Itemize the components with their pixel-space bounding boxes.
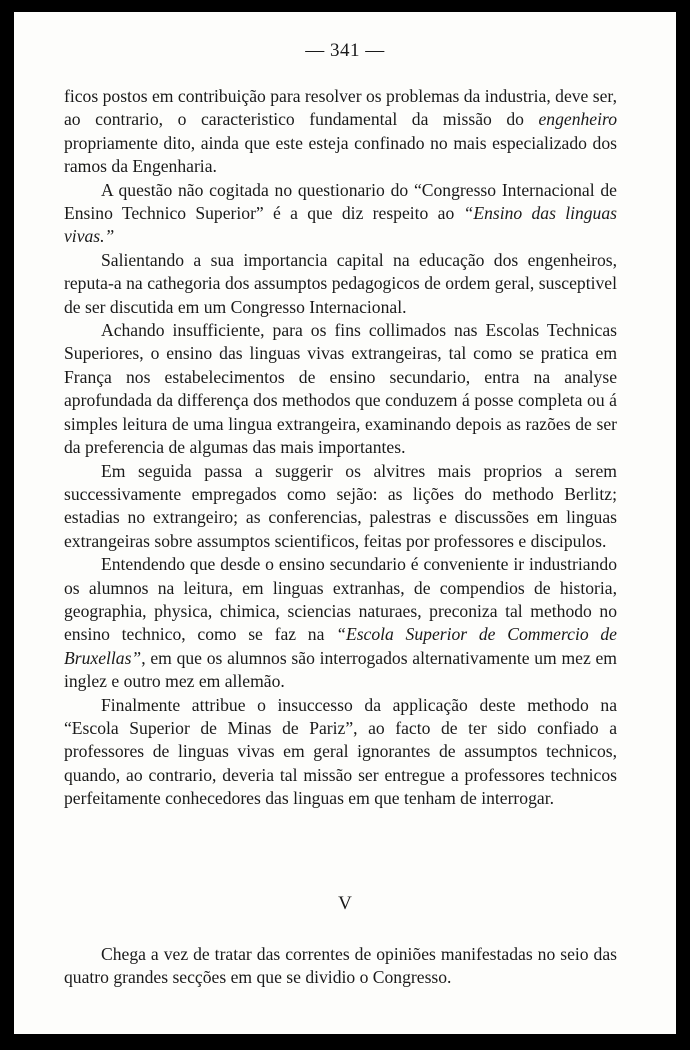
- page-number: — 341 —: [305, 40, 385, 61]
- section-heading: V: [338, 893, 352, 914]
- section-paragraph-1: Chega a vez de tratar das correntes de opiniões manifestadas no seio das quatro grandes secções em que se dividio o Congresso.: [64, 944, 617, 988]
- paragraph-4: Achando insufficiente, para os fins collimados nas Escolas Technicas Superiores, o ensino das linguas vivas extrangeiras, tal como se pratica em França nos estabelecimentos de ensino secundario, entra na analyse aprofundada da differença dos methodos que conduzem á posse completa ou á simples leitura de uma lingua extrangeira, examinando depois as razões de ser da preferencia de algumas das mais importantes.: [64, 320, 617, 458]
- body-text: [64, 85, 617, 811]
- paragraph-1-italic: engenheiro: [538, 109, 617, 130]
- paragraph-1-text-c: propriamente dito, ainda que este esteja confinado no mais especializado dos ramos da Engenharia.: [64, 132, 617, 177]
- paragraph-3: Salientando a sua importancia capital na educação dos engenheiros, reputa-a na cathegoria dos assumptos pedagogicos de ordem geral, susceptivel de ser discutida em um Congresso Internacional.: [64, 249, 617, 317]
- paragraph-2-text-a: A questão não cogitada no questionario do “Congresso Internacional de Ensino Technico Superior” é a que diz respeito ao: [64, 179, 617, 224]
- paragraph-5: Em seguida passa a suggerir os alvitres mais proprios a serem successivamente empregados como sejão: as lições do methodo Berlitz; estadias no extrangeiro; as conferencias, palestras e discussões em linguas extrangeiras sobre assumptos scientificos, feitas por professores e discipulos.: [64, 460, 617, 551]
- paragraph-6-text-a: Entendendo que desde o ensino secundario é conveniente ir industriando os alumnos na leitura, em linguas extranhas, de compendios de historia, geographia, physica, chimica, sciencias naturaes, preconiza tal methodo no ensino technico, como se faz na: [64, 554, 617, 645]
- paragraph-6-text-c: , em que os alumnos são interrogados alternativamente um mez em inglez e outro mez em allemão.: [64, 647, 617, 692]
- paragraph-6-italic: “Escola Superior de Commercio de Bruxellas”: [64, 624, 617, 668]
- paragraph-1: [64, 85, 617, 179]
- book-page: [14, 12, 676, 1034]
- paragraph-2-italic: “Ensino das linguas vivas.”: [64, 203, 618, 247]
- paragraph-7: Finalmente attribue o insuccesso da applicação deste methodo na “Escola Superior de Minas de Pariz”, ao facto de ter sido confiado a professores de linguas vivas em geral ignorantes de assumptos technicos, quando, ao contrario, deveria tal missão ser entregue a professores technicos perfeitamente conhecedores das linguas em que tenham de interrogar.: [64, 694, 617, 809]
- paragraph-1-text-a: ficos postos em contribuição para resolver os problemas da industria, deve ser, ao contrario, o caracteristico fundamental da missão do: [64, 86, 617, 130]
- paragraph-6: [64, 553, 617, 693]
- section-body-text: [64, 943, 617, 990]
- paragraph-2: [64, 179, 617, 249]
